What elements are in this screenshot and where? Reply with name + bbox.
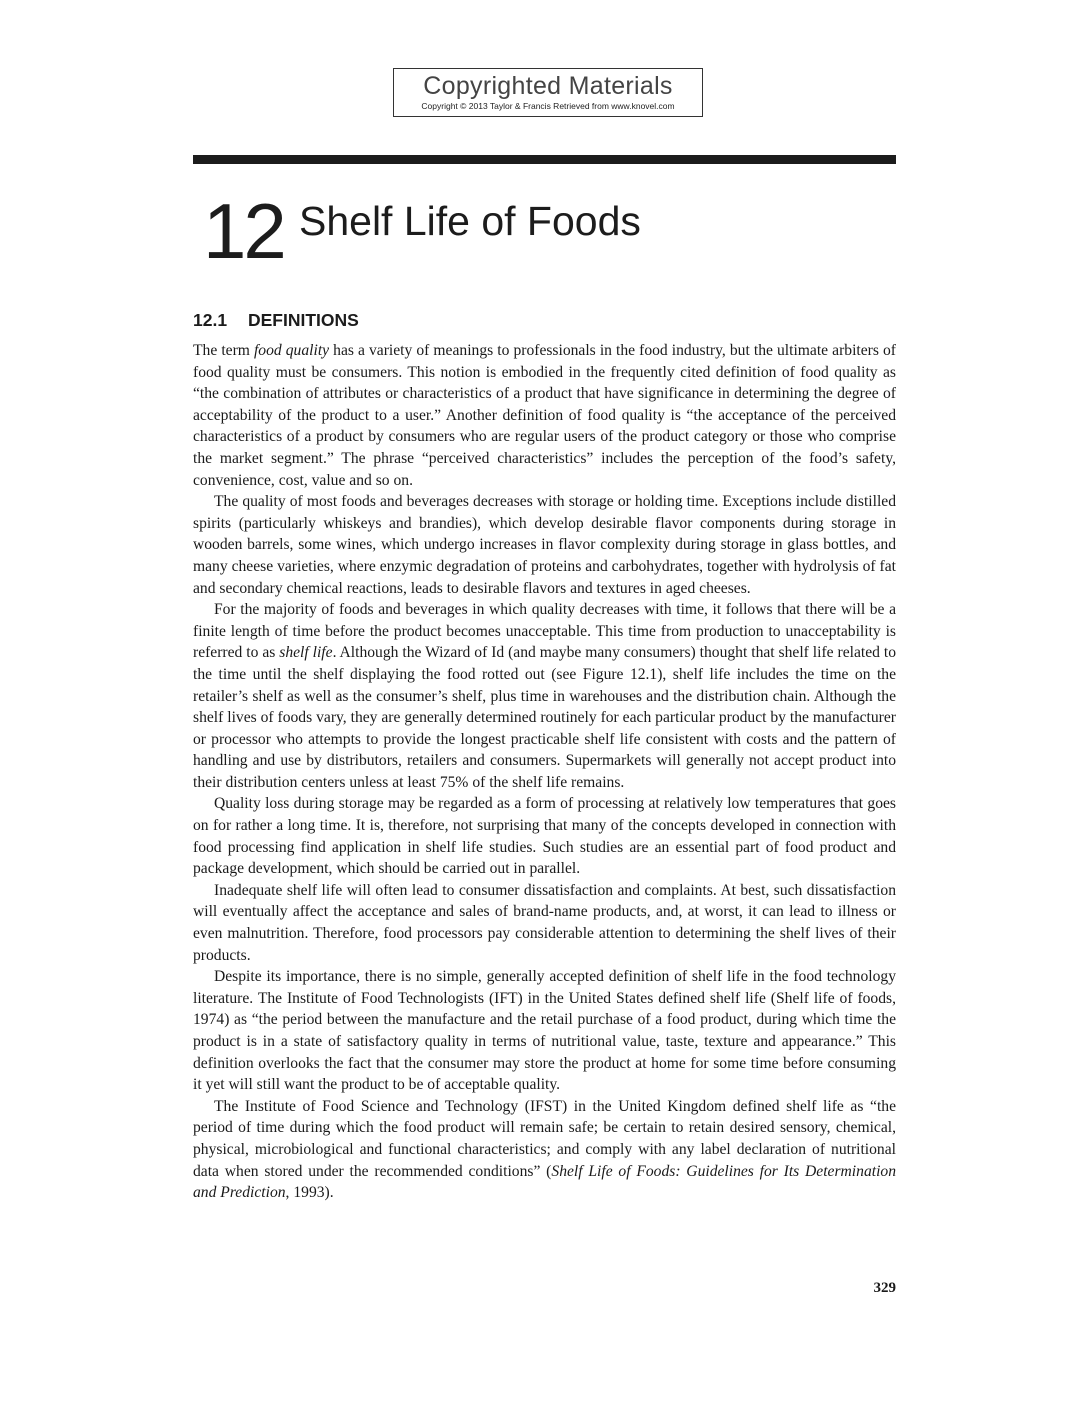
- paragraph-7: The Institute of Food Science and Technology (IFST) in the United Kingdom defined shelf life as “the period of time during which the food product will remain safe; be certain to retain desired sensory, chemical, physical, microbiological and functional characteristics; and comply with any label declaration of nutritional data when stored under the recommended conditions” (Shelf Life of Foods: Guidelines for Its Determination and Prediction, 1993).: [193, 1097, 896, 1202]
- paragraph-1: The term food quality has a variety of meanings to professionals in the food industry, but the ultimate arbiters of food quality must be consumers. This notion is embodied in the frequently cited definition of food quality as “the combination of attributes or characteristics of a product that have significance in determining the degree of acceptability of the product to a user.” Another definition of food quality is “the acceptance of the perceived characteristics of a product by consumers who are regular users of the product category or those who comprise the market segment.” The phrase “perceived characteristics” includes the perception of the food’s safety, convenience, cost, value and so on.: [193, 342, 896, 489]
- paragraph-4: Quality loss during storage may be regarded as a form of processing at relatively low temperatures that goes on for rather a long time. It is, therefore, not surprising that many of the concepts developed in connection with food processing find application in shelf life studies. Such studies are an essential part of food product and package development, which should be carried out in parallel.: [193, 795, 896, 878]
- emphasis: food quality: [253, 342, 330, 359]
- body-text: [193, 340, 896, 1204]
- copyright-watermark: [393, 68, 703, 117]
- chapter-number: 12: [203, 187, 284, 275]
- chapter-title: Shelf Life of Foods: [299, 198, 641, 244]
- paragraph-5: Inadequate shelf life will often lead to consumer dissatisfaction and complaints. At best, such dissatisfaction will eventually affect the acceptance and sales of brand-name products, and, at worst, it can lead to illness or even malnutrition. Therefore, food processors pay considerable attention to determining the shelf lives of their products.: [193, 881, 896, 964]
- section-title: DEFINITIONS: [248, 310, 359, 330]
- page-number: 329: [873, 1280, 896, 1296]
- watermark-title: Copyrighted Materials: [423, 72, 673, 100]
- emphasis: Shelf Life of Foods: Guidelines for Its Determination and Prediction: [193, 1162, 896, 1202]
- watermark-notice: Copyright © 2013 Taylor & Francis Retrieved from www.knovel.com: [421, 101, 675, 111]
- paragraph-2: The quality of most foods and beverages decreases with storage or holding time. Exceptions include distilled spirits (particularly whiskeys and brandies), which develop desirable flavor components during storage in wooden barrels, some wines, which undergo increases in flavor complexity during storage in glass bottles, and many cheese varieties, where enzymic degradation of proteins and carbohydrates, together with hydrolysis of fat and secondary chemical reactions, leads to desirable flavors and textures in aged cheeses.: [193, 493, 896, 597]
- paragraph-3: For the majority of foods and beverages in which quality decreases with time, it follows that there will be a finite length of time before the product becomes unacceptable. This time from production to unacceptability is referred to as shelf life. Although the Wizard of Id (and maybe many consumers) thought that shelf life related to the time until the shelf displaying the food rotted out (see Figure 12.1), shelf life includes the time on the retailer’s shelf as well as the consumer’s shelf, plus time in warehouses and the distribution chain. Although the shelf lives of foods vary, they are generally determined routinely for each particular product by the manufacturer or processor who attempts to provide the longest practicable shelf life consistent with costs and the pattern of handling and use by distributors, retailers and consumers. Supermarkets will generally not accept product into their distribution centers unless at least 75% of the shelf life remains.: [193, 601, 896, 791]
- chapter-rule: [193, 155, 896, 164]
- paragraph-6: Despite its importance, there is no simple, generally accepted definition of shelf life in the food technology literature. The Institute of Food Technologists (IFT) in the United States defined shelf life (Shelf life of foods, 1974) as “the period between the manufacture and the retail purchase of a food product, during which time the product is in a state of satisfactory quality in terms of nutritional value, taste, texture and appearance.” This definition overlooks the fact that the consumer may store the product at home for some time before consuming it yet will still want the product to be of acceptable quality.: [193, 968, 896, 1094]
- section-number: 12.1: [193, 310, 228, 330]
- emphasis: shelf life: [279, 644, 333, 662]
- section-heading: [193, 308, 359, 332]
